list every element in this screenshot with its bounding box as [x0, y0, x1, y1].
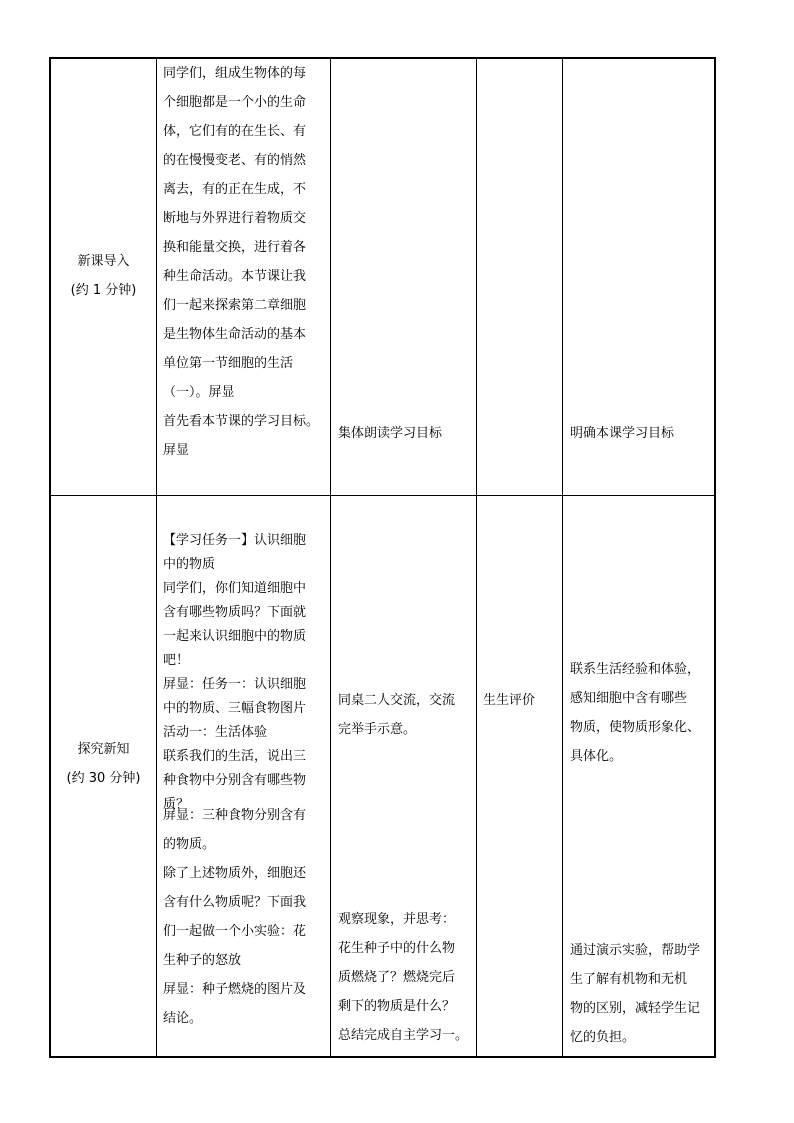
stage-name: 新课导入 [77, 254, 130, 269]
stage-name: 探究新知 [77, 742, 130, 757]
evaluation-cell: 生生评价 [483, 693, 536, 708]
design-intent-cell-continued: 通过演示实验，帮助学 生了解有机物和无机 物的区别，减轻学生记 忆的负担。 [570, 943, 701, 1045]
design-intent-cell: 明确本课学习目标 [570, 426, 675, 441]
stage-cell-intro [51, 247, 156, 305]
column-divider [562, 59, 563, 1056]
row-divider [51, 495, 714, 496]
column-divider [476, 59, 477, 1056]
stage-duration: (约 30 分钟) [66, 771, 141, 786]
lesson-plan-table [49, 57, 716, 1058]
column-divider [156, 59, 157, 1056]
stage-cell-explore [51, 735, 156, 793]
teacher-activity-cell: 同学们，组成生物体的每 个细胞都是一个小的生命 体，它们有的在生长、有 的在慢慢变老、有的悄然 离去，有的正在生成，不 断地与外界进行着物质交 换和能量交换，进行着各 种生命活动。本节课让我 们一起来探索第二章细胞 是生物体生命活动的基本 单位第一节细胞的生活 （一）。屏显 首先看本节课的学习目标。 屏显 [163, 66, 320, 458]
student-activity-cell-continued: 观察现象，并思考： 花生种子中的什么物 质燃烧了？燃烧完后 剩下的物质是什么？ 总结完成自主学习一。 [338, 912, 469, 1043]
student-activity-cell: 集体朗读学习目标 [338, 426, 443, 441]
stage-duration: (约 1 分钟) [70, 283, 137, 298]
column-divider [330, 59, 331, 1056]
teacher-activity-cell-continued: 屏显：三种食物分别含有 的物质。 除了上述物质外，细胞还 含有什么物质呢？下面我 们一起做一个小实验：花 生种子的怒放 屏显：种子燃烧的图片及 结论。 [163, 808, 307, 1026]
teacher-activity-cell: 【学习任务一】认识细胞 中的物质 同学们，你们知道细胞中 含有哪些物质吗？下面就 一起来认识细胞中的物质 吧！ 屏显：任务一：认识细胞 中的物质、三幅食物图片 活动一：生活体验 联系我们的生活，说出三 种食物中分别含有哪些物 质？ [163, 533, 307, 812]
student-activity-cell: 同桌二人交流，交流 完举手示意。 [338, 693, 456, 737]
design-intent-cell: 联系生活经验和体验， 感知细胞中含有哪些 物质，使物质形象化、 具体化。 [570, 662, 701, 764]
